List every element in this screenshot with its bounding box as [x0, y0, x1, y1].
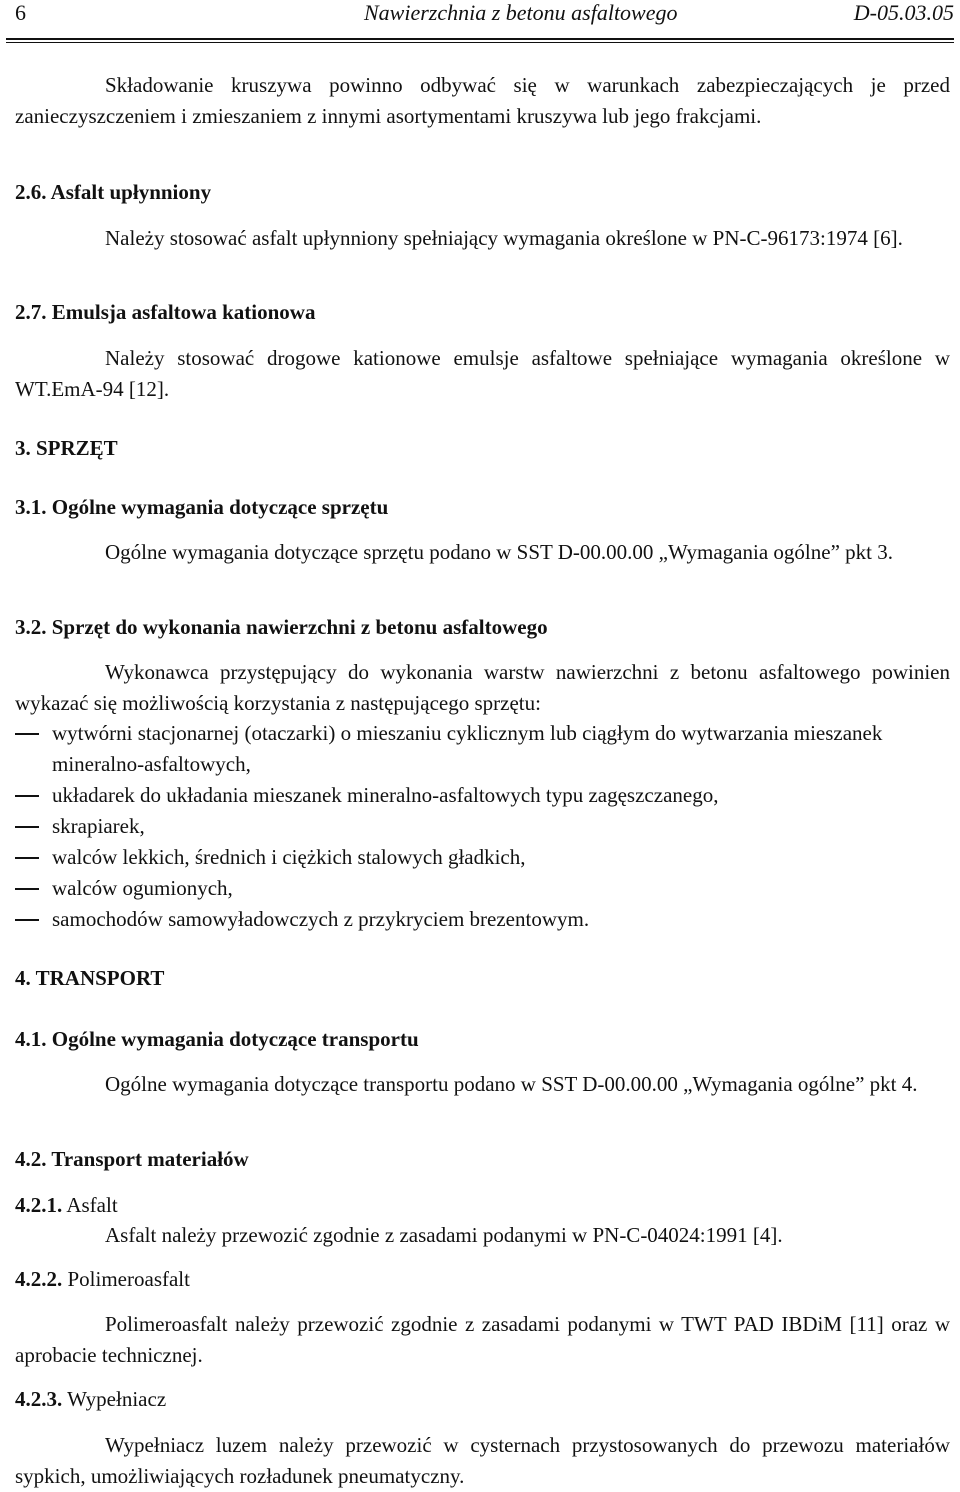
heading-number: 4.2.3. — [15, 1387, 63, 1411]
page-header — [15, 0, 954, 30]
paragraph-2-7: Należy stosować drogowe kationowe emulsje asfaltowe spełniające wymagania określone w WT.EmA-94 [12]. — [15, 346, 950, 401]
list-item — [15, 904, 950, 935]
paragraph-4-2-3: Wypełniacz luzem należy przewozić w cysternach przystosowanych do przewozu materiałów sypkich, umożliwiających rozładunek pneumatyczny. — [15, 1433, 950, 1488]
paragraph-3-1: Ogólne wymagania dotyczące sprzętu podano w SST D-00.00.00 „Wymagania ogólne” pkt 3. — [105, 540, 893, 564]
list-item — [15, 780, 950, 811]
heading-4-2: 4.2. Transport materiałów — [15, 1147, 249, 1171]
heading-4-2-3 — [15, 1384, 950, 1415]
document-code: D-05.03.05 — [853, 0, 954, 25]
heading-2-6: 2.6. Asfalt upłynniony — [15, 180, 212, 204]
list-item-text: walców lekkich, średnich i ciężkich stalowych gładkich, — [52, 845, 526, 869]
list-item-text: układarek do układania mieszanek mineralno-asfaltowych typu zagęszczanego, — [52, 783, 719, 807]
list-item — [15, 811, 950, 842]
list-item — [15, 873, 950, 904]
document-title: Nawierzchnia z betonu asfaltowego — [364, 0, 678, 25]
heading-title: Asfalt — [66, 1193, 118, 1217]
heading-title: Polimeroasfalt — [67, 1267, 190, 1291]
heading-4-2-1 — [15, 1190, 950, 1221]
heading-4-1: 4.1. Ogólne wymagania dotyczące transportu — [15, 1027, 419, 1051]
heading-3: 3. SPRZĘT — [15, 436, 118, 460]
page-number: 6 — [15, 0, 26, 25]
paragraph-2-6: Należy stosować asfalt upłynniony spełniający wymagania określone w PN-C-96173:1974 [6]. — [105, 226, 903, 250]
list-item-text: skrapiarek, — [52, 814, 145, 838]
paragraph-storage: Składowanie kruszywa powinno odbywać się w warunkach zabezpieczających je przed zanieczyszczeniem i zmieszaniem z innymi asortymentami kruszywa lub jego frakcjami. — [15, 73, 950, 128]
heading-number: 4.2.1. — [15, 1193, 63, 1217]
heading-3-2: 3.2. Sprzęt do wykonania nawierzchni z betonu asfaltowego — [15, 615, 548, 639]
heading-title: Wypełniacz — [67, 1387, 167, 1411]
paragraph-4-2-1: Asfalt należy przewozić zgodnie z zasadami podanymi w PN-C-04024:1991 [4]. — [105, 1223, 783, 1247]
paragraph-4-2-2: Polimeroasfalt należy przewozić zgodnie z zasadami podanymi w TWT PAD IBDiM [11] oraz w aprobacie technicznej. — [15, 1312, 950, 1367]
heading-4-2-2 — [15, 1264, 950, 1295]
list-item — [15, 842, 950, 873]
paragraph-3-2: Wykonawca przystępujący do wykonania warstw nawierzchni z betonu asfaltowego powinien wykazać się możliwością korzystania z następującego sprzętu: — [15, 660, 950, 715]
heading-number: 4.2.2. — [15, 1267, 63, 1291]
list-item — [15, 718, 950, 780]
heading-3-1: 3.1. Ogólne wymagania dotyczące sprzętu — [15, 495, 389, 519]
paragraph-4-1: Ogólne wymagania dotyczące transportu podano w SST D-00.00.00 „Wymagania ogólne” pkt 4. — [105, 1072, 918, 1096]
list-item-text: walców ogumionych, — [52, 876, 233, 900]
list-item-text: wytwórni stacjonarnej (otaczarki) o mieszaniu cyklicznym lub ciągłym do wytwarzania mieszanek mineralno-asfaltowych, — [52, 721, 883, 776]
heading-2-7: 2.7. Emulsja asfaltowa kationowa — [15, 300, 316, 324]
heading-4: 4. TRANSPORT — [15, 966, 165, 990]
header-rule — [6, 38, 954, 43]
list-item-text: samochodów samowyładowczych z przykryciem brezentowym. — [52, 907, 590, 931]
